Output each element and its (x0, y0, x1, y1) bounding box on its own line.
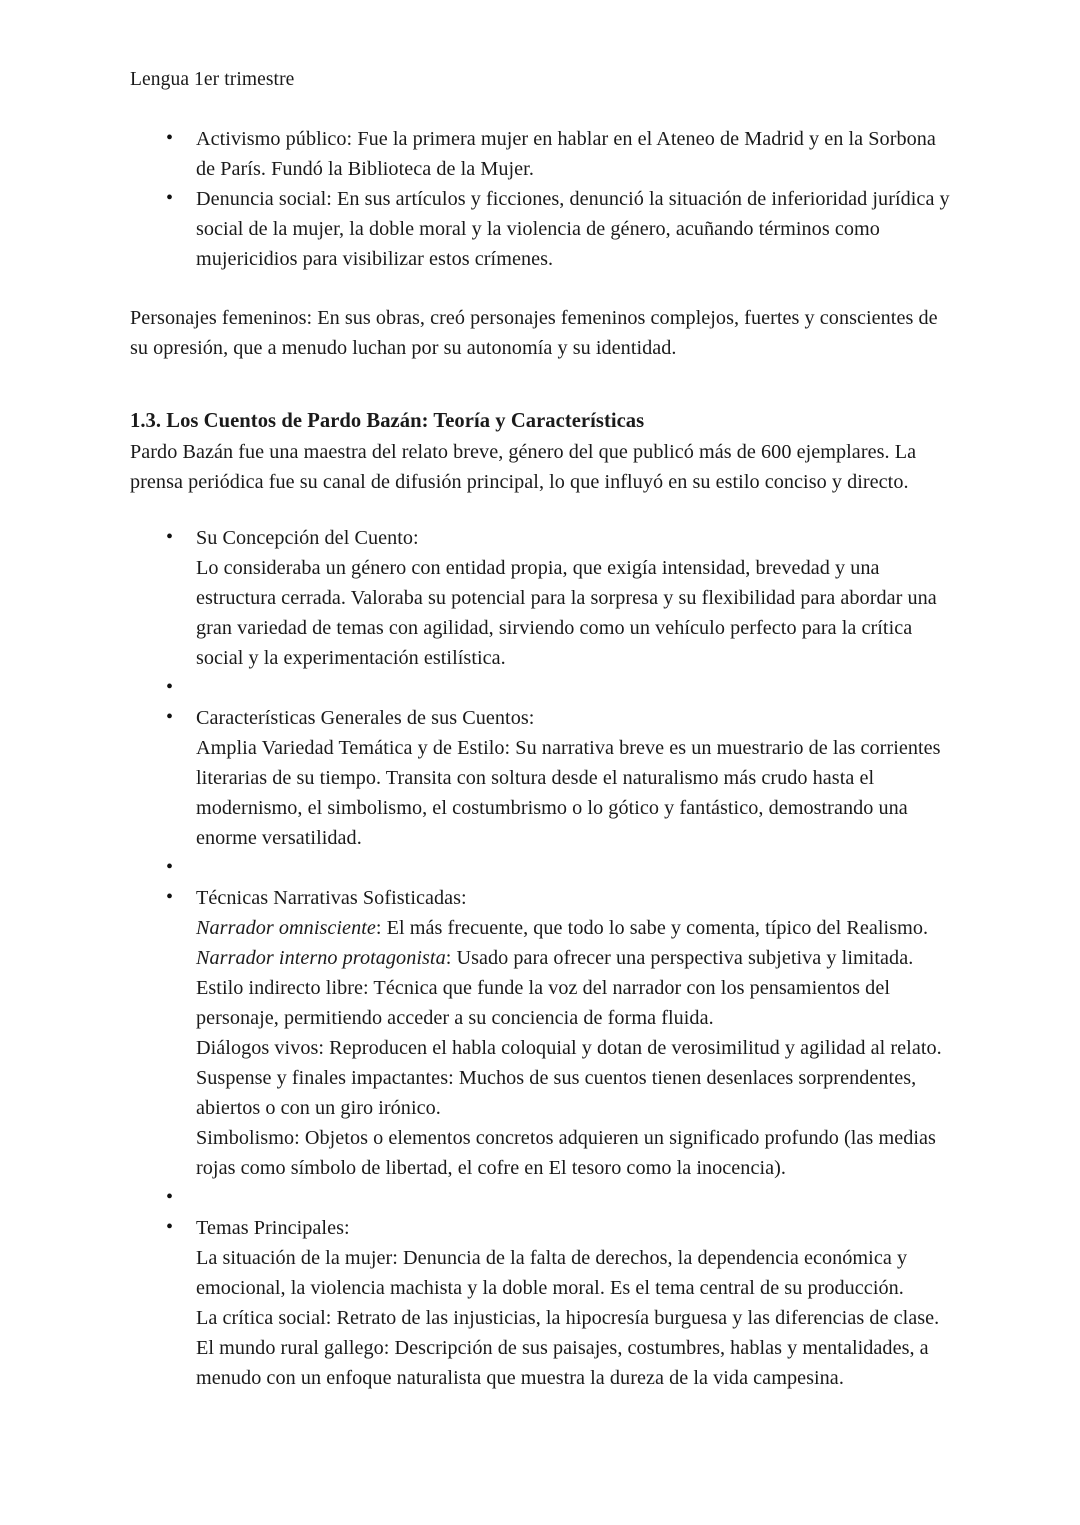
list-item-concepcion-del-cuento (130, 523, 954, 673)
list-item-body: Amplia Variedad Temática y de Estilo: Su narrativa breve es un muestrario de las corrientes literarias de su tiempo. Transita con soltura desde el naturalismo más crudo hasta el modernismo, el simbolismo, el costumbrismo o lo gótico y fantástico, demostrando una enorme versatilidad. (196, 737, 941, 850)
list-item-subline-dialogos-vivos: Diálogos vivos: Reproducen el habla coloquial y dotan de verosimilitud y agilidad al relato. (196, 1037, 942, 1060)
spacer (130, 1183, 954, 1213)
list-item-subline-narrador-omnisciente (196, 913, 954, 943)
list-item-tecnicas-narrativas (130, 883, 954, 1183)
italic-term: Narrador interno protagonista (196, 947, 446, 970)
list-item-subline-mundo-rural-gallego: El mundo rural gallego: Descripción de sus paisajes, costumbres, hablas y mentalidades, a menudo con un enfoque naturalista que muestra la dureza de la vida campesina. (196, 1337, 929, 1390)
paragraph-personajes-femeninos: Personajes femeninos: En sus obras, creó personajes femeninos complejos, fuertes y conscientes de su opresión, que a menudo luchan por su autonomía y su identidad. (130, 307, 938, 359)
spacer (130, 274, 954, 303)
list-item-text: • Activismo público: Fue la primera mujer en hablar en el Ateneo de Madrid y en la Sorbona de París. Fundó la Biblioteca de la Mujer. (196, 128, 936, 180)
list-item-lead: • Técnicas Narrativas Sofisticadas: (196, 887, 467, 910)
spacer (130, 853, 954, 883)
spacer (130, 363, 954, 389)
section-heading-1-3: 1.3. Los Cuentos de Pardo Bazán: Teoría y Características (130, 410, 645, 433)
subline-rest: : Usado para ofrecer una perspectiva subjetiva y limitada. (445, 947, 914, 970)
list-item (130, 124, 954, 184)
list-item-subline-narrador-interno (196, 943, 954, 973)
subline-rest: : El más frecuente, que todo lo sabe y comenta, típico del Realismo. (375, 917, 929, 940)
list-item (130, 184, 954, 274)
top-bullet-list (130, 124, 954, 274)
document-body (130, 124, 954, 1393)
main-bullet-list (130, 523, 954, 1393)
list-item-subline-situacion-mujer: La situación de la mujer: Denuncia de la falta de derechos, la dependencia económica y emocional, la violencia machista y la doble moral. Es el tema central de su producción. (196, 1247, 908, 1300)
italic-term: Narrador omnisciente (196, 917, 376, 940)
list-item-temas-principales (130, 1213, 954, 1393)
list-item-lead: • Temas Principales: (196, 1217, 350, 1240)
list-item-body: Lo consideraba un género con entidad propia, que exigía intensidad, brevedad y una estructura cerrada. Valoraba su potencial para la sorpresa y su flexibilidad para abordar una gran variedad de temas con agilidad, sirviendo como un vehículo perfecto para la crítica social y la experimentación estilística. (196, 557, 937, 670)
list-item-lead: • Su Concepción del Cuento: (196, 527, 419, 550)
list-item-subline-critica-social: La crítica social: Retrato de las injusticias, la hipocresía burguesa y las diferencias de clase. (196, 1307, 940, 1330)
list-item-text: • Denuncia social: En sus artículos y ficciones, denunció la situación de inferioridad jurídica y social de la mujer, la doble moral y la violencia de género, acuñando términos como mujericidios para visibilizar estos crímenes. (196, 188, 950, 270)
spacer (130, 497, 954, 523)
list-item-subline-estilo-indirecto-libre: Estilo indirecto libre: Técnica que funde la voz del narrador con los pensamientos del personaje, permitiendo acceder a su conciencia de forma fluida. (196, 977, 890, 1030)
list-item-subline-simbolismo: Simbolismo: Objetos o elementos concretos adquieren un significado profundo (las medias rojas como símbolo de libertad, el cofre en El tesoro como la inocencia). (196, 1127, 936, 1180)
spacer (130, 673, 954, 703)
section-intro-paragraph: Pardo Bazán fue una maestra del relato breve, género del que publicó más de 600 ejemplares. La prensa periódica fue su canal de difusión principal, lo que influyó en su estilo conciso y directo. (130, 441, 917, 494)
list-item-lead: • Características Generales de sus Cuentos: (196, 707, 535, 730)
list-item-caracteristicas-generales (130, 703, 954, 853)
page-header-title: Lengua 1er trimestre (130, 69, 295, 90)
list-item-subline-suspense-finales: Suspense y finales impactantes: Muchos de sus cuentos tienen desenlaces sorprendentes, abiertos o con un giro irónico. (196, 1067, 917, 1120)
